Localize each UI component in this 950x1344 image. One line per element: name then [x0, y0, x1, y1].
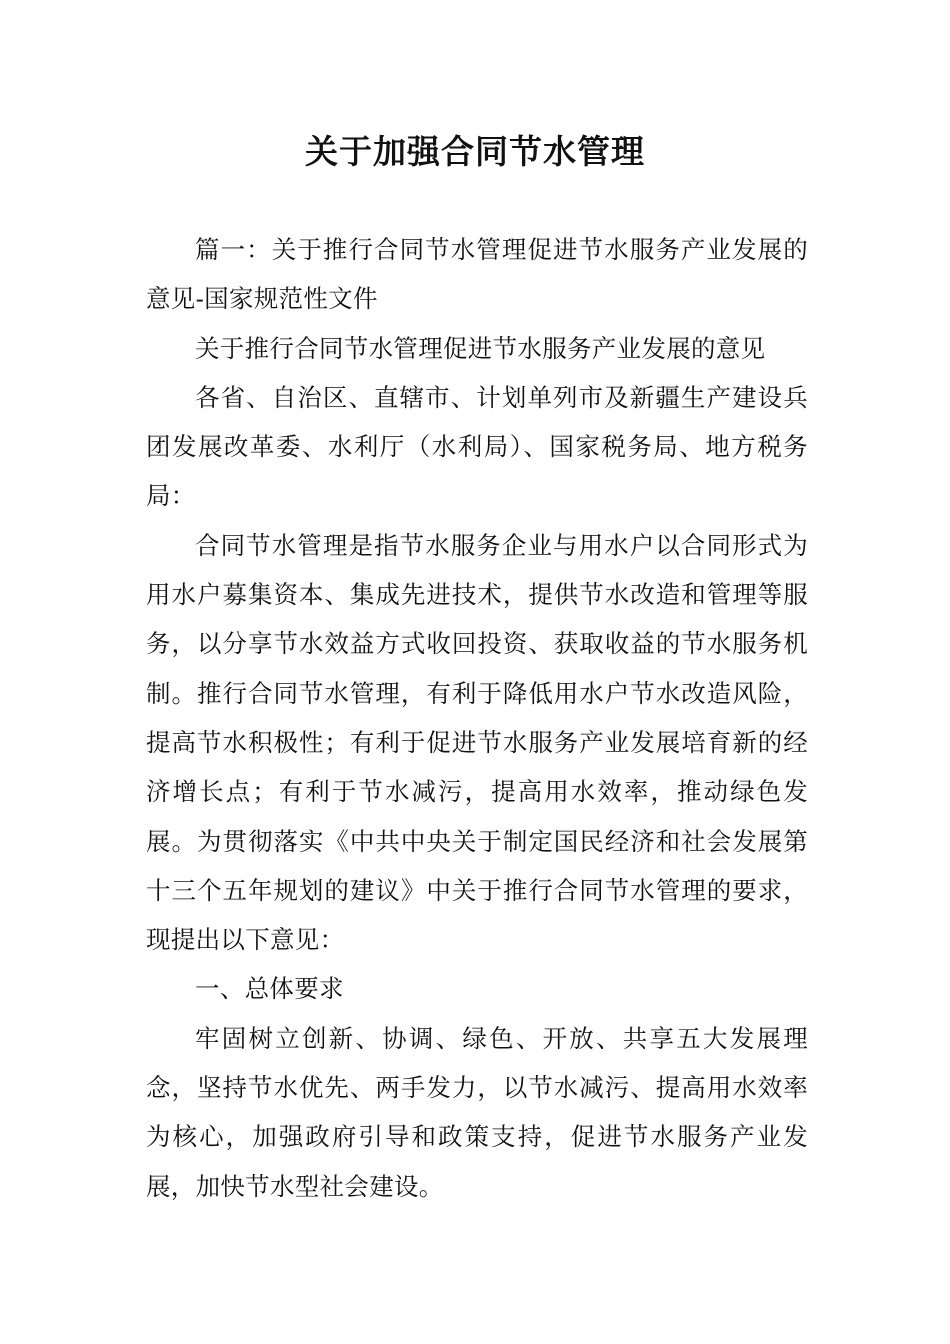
document-body	[146, 225, 808, 1211]
paragraph-intro: 篇一：关于推行合同节水管理促进节水服务产业发展的意见-国家规范性文件	[146, 235, 808, 314]
paragraph-definition: 合同节水管理是指节水服务企业与用水户以合同形式为用水户募集资本、集成先进技术，提供节水改造和管理等服务，以分享节水效益方式收回投资、获取收益的节水服务机制。推行合同节水管理，有利于降低用水户节水改造风险，提高节水积极性；有利于促进节水服务产业发展培育新的经济增长点；有利于节水减污，提高用水效率，推动绿色发展。为贯彻落实《中共中央关于制定国民经济和社会发展第十三个五年规划的建议》中关于推行合同节水管理的要求，现提出以下意见：	[146, 530, 808, 955]
paragraph-general-requirements: 牢固树立创新、协调、绿色、开放、共享五大发展理念，坚持节水优先、两手发力，以节水减污、提高用水效率为核心，加强政府引导和政策支持，促进节水服务产业发展，加快节水型社会建设。	[146, 1023, 808, 1201]
document-title: 关于加强合同节水管理	[305, 132, 645, 171]
paragraph-addressees: 各省、自治区、直辖市、计划单列市及新疆生产建设兵团发展改革委、水利厅（水利局）、国家税务局、地方税务局：	[146, 382, 808, 511]
paragraph-subtitle: 关于推行合同节水管理促进节水服务产业发展的意见	[195, 333, 766, 363]
section-heading-general-requirements: 一、总体要求	[195, 974, 344, 1004]
